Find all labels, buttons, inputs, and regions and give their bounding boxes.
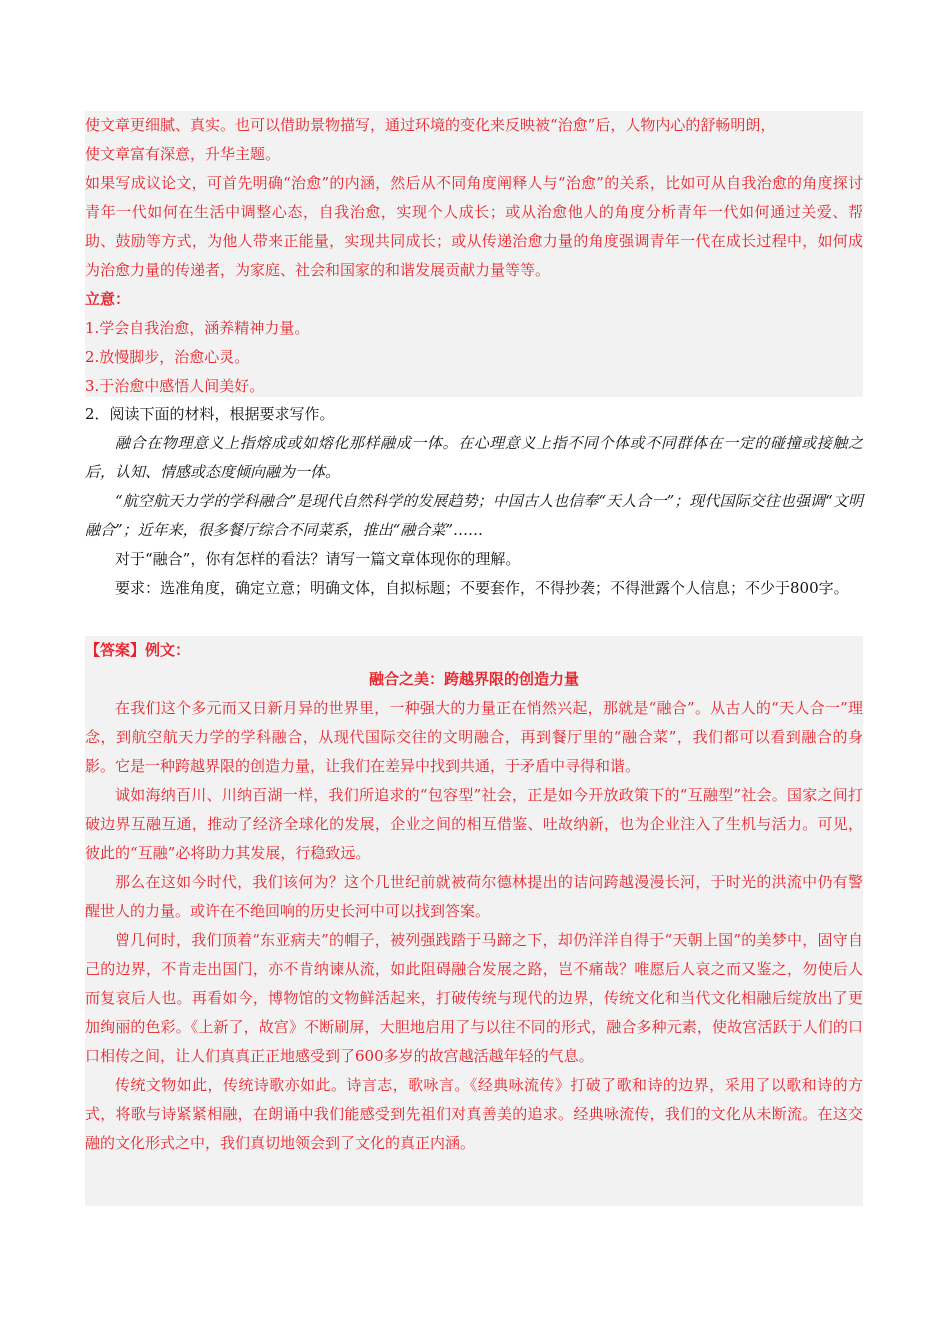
answer-essay-block xyxy=(85,636,863,1206)
answer-continuation-block xyxy=(85,111,863,397)
essay-paragraph: 诚如海纳百川、川纳百湖一样，我们所追求的“包容型”社会，正是如今开放政策下的“互融型”社会。国家之间打破边界互融互通，推动了经济全球化的发展，企业之间的相互借鉴、吐故纳新，也为企业注入了生机与活力。可见，彼此的“互融”必将助力其发展，行稳致远。 xyxy=(85,786,863,862)
theme-label: 立意： xyxy=(85,290,131,308)
essay-paragraph: 曾几何时，我们顶着“东亚病夫”的帽子，被列强践踏于马蹄之下，却仍洋洋自得于“天朝上国”的美梦中，固守自己的边界，不肯走出国门，亦不肯纳谏从流，如此阻碍融合发展之路，岂不痛哉？唯愿后人哀之而又鉴之，勿使后人而复哀后人也。再看如今，博物馆的文物鲜活起来，打破传统与现代的边界，传统文化和当代文化相融后绽放出了更加绚丽的色彩。《上新了，故宫》不断刷屏，大胆地启用了与以往不同的形式，融合多种元素，使故宫活跃于人们的口口相传之间，让人们真真正正地感受到了600多岁的故宫越活越年轻的气息。 xyxy=(85,931,863,1065)
answer-label: 【答案】例文： xyxy=(85,641,191,659)
essay-title: 融合之美：跨越界限的创造力量 xyxy=(368,670,579,688)
argument-paragraph: 如果写成议论文，可首先明确“治愈”的内涵，然后从不同角度阐释人与“治愈”的关系，比如可从自我治愈的角度探讨青年一代如何在生活中调整心态，自我治愈，实现个人成长；或从治愈他人的角度分析青年一代如何通过关爱、帮助、鼓励等方式，为他人带来正能量，实现共同成长；或从传递治愈力量的角度强调青年一代在成长过程中，如何成为治愈力量的传递者，为家庭、社会和国家的和谐发展贡献力量等等。 xyxy=(85,174,863,279)
theme-item: 3.于治愈中感悟人间美好。 xyxy=(85,377,265,395)
writing-prompt: 对于“融合”，你有怎样的看法？请写一篇文章体现你的理解。 xyxy=(115,550,521,568)
essay-paragraph: 传统文物如此，传统诗歌亦如此。诗言志，歌咏言。《经典咏流传》打破了歌和诗的边界，采用了以歌和诗的方式，将歌与诗紧紧相融，在朗诵中我们能感受到先祖们对真善美的追求。经典咏流传，我们的文化从未断流。在这交融的文化形式之中，我们真切地领会到了文化的真正内涵。 xyxy=(85,1076,863,1152)
material-paragraph: 融合在物理意义上指熔成或如熔化那样融成一体。在心理意义上指不同个体或不同群体在一定的碰撞或接触之后，认知、情感或态度倾向融为一体。 xyxy=(85,434,863,481)
theme-item: 2.放慢脚步，治愈心灵。 xyxy=(85,348,250,366)
question-title: 2．阅读下面的材料，根据要求写作。 xyxy=(85,405,335,423)
essay-paragraph: 在我们这个多元而又日新月异的世界里，一种强大的力量正在悄然兴起，那就是“融合”。从古人的“天人合一”理念，到航空航天力学的学科融合，从现代国际交往的文明融合，再到餐厅里的“融合菜”，我们都可以看到融合的身影。它是一种跨越界限的创造力量，让我们在差异中找到共通，于矛盾中寻得和谐。 xyxy=(85,699,863,775)
essay-paragraph: 那么在这如今时代，我们该何为？这个几世纪前就被荷尔德林提出的诘问跨越漫漫长河，于时光的洪流中仍有警醒世人的力量。或许在不绝回响的历史长河中可以找到答案。 xyxy=(85,873,863,920)
question-2-block xyxy=(85,400,863,603)
theme-item: 1.学会自我治愈，涵养精神力量。 xyxy=(85,319,310,337)
writing-requirements: 要求：选准角度，确定立意；明确文体，自拟标题；不要套作，不得抄袭；不得泄露个人信息；不少于800字。 xyxy=(115,579,849,597)
material-paragraph: “航空航天力学的学科融合”是现代自然科学的发展趋势；中国古人也信奉“天人合一”；现代国际交往也强调“文明融合”；近年来，很多餐厅综合不同菜系，推出“融合菜”…… xyxy=(85,492,863,539)
text-line: 使文章更细腻、真实。也可以借助景物描写，通过环境的变化来反映被“治愈”后，人物内心的舒畅明朗， xyxy=(85,116,776,134)
text-line: 使文章富有深意，升华主题。 xyxy=(85,145,281,163)
